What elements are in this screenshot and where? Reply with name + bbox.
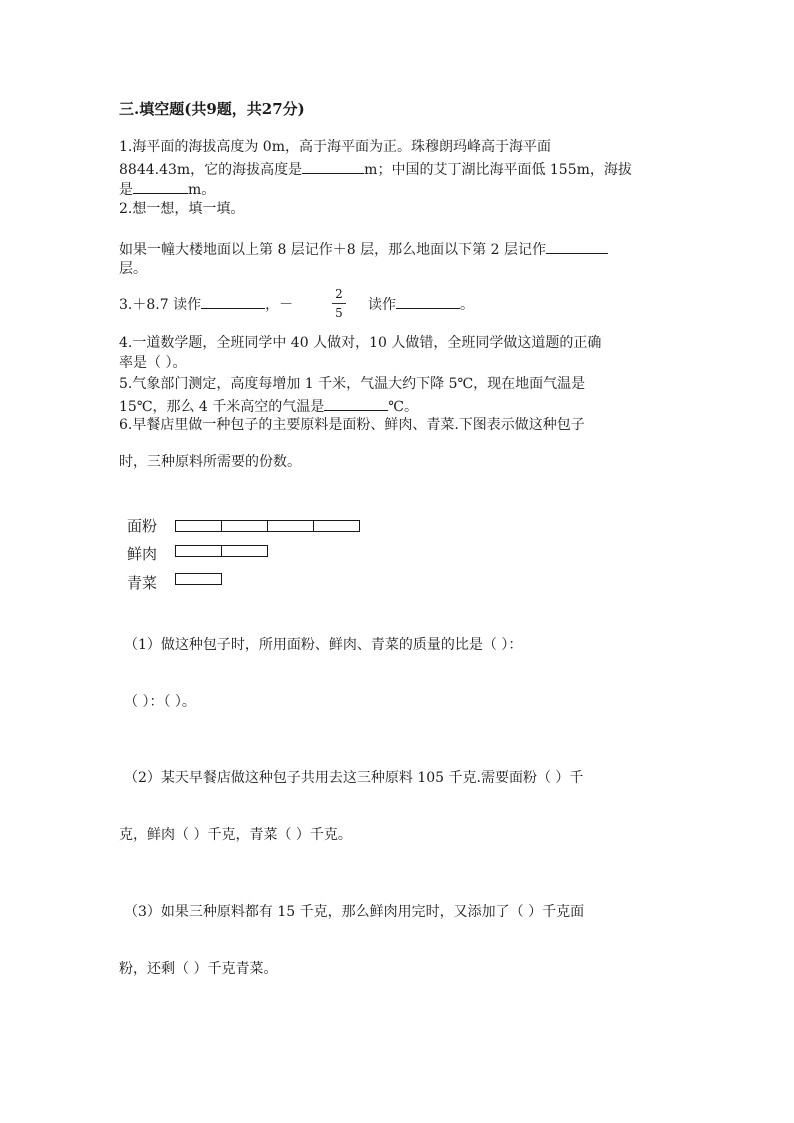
q3-part-b: ，－ — [265, 297, 294, 313]
q2-line2 — [119, 239, 608, 259]
q1-line3-a: 是 — [119, 182, 133, 198]
unit-box — [221, 520, 268, 532]
q2-blank[interactable] — [546, 239, 608, 254]
q3-line — [119, 294, 293, 314]
q1-line2-b: m；中国的艾丁湖比海平面低 155m，海拔 — [364, 162, 632, 178]
q6-sub3-line1: （3）如果三种原料都有 15 千克，那么鲜肉用完时，又添加了（ ）千克面 — [124, 904, 585, 920]
meat-bar — [175, 545, 269, 557]
q3-line-tail — [368, 294, 474, 314]
row-label-vegetable: 青菜 — [127, 574, 158, 592]
q2-line2-a: 如果一幢大楼地面以上第 8 层记作＋8 层，那么地面以下第 2 层记作 — [119, 242, 546, 258]
flour-bar — [175, 520, 361, 532]
q1-line2-a: 8844.43m，它的海拔高度是 — [119, 162, 303, 178]
fraction-numerator: 2 — [335, 287, 343, 301]
unit-box — [175, 573, 222, 585]
q1-line2 — [119, 159, 632, 179]
q6-sub3-line2: 粉，还剩（ ）千克青菜。 — [119, 961, 278, 977]
q3-part-c: 读作 — [368, 297, 396, 313]
fraction-bar — [332, 303, 346, 304]
q3-blank-2[interactable] — [396, 294, 460, 309]
q1-blank-1[interactable] — [302, 159, 364, 174]
q6-line1: 6.早餐店里做一种包子的主要原料是面粉、鲜肉、青菜.下图表示做这种包子 — [119, 417, 585, 433]
q2-line1: 2.想一想，填一填。 — [119, 201, 245, 217]
ingredient-diagram — [127, 515, 387, 595]
unit-box — [267, 520, 314, 532]
section-title: 三.填空题(共9题，共27分) — [119, 100, 305, 118]
q5-line2 — [119, 396, 418, 416]
q5-line1: 5.气象部门测定，高度每增加 1 千米，气温大约下降 5℃，现在地面气温是 — [119, 376, 586, 392]
q5-line2-b: ℃。 — [388, 399, 418, 415]
q1-line3 — [119, 179, 215, 199]
q3-part-a: 3.＋8.7 读作 — [119, 297, 202, 313]
row-label-flour: 面粉 — [127, 517, 158, 535]
q1-line1: 1.海平面的海拔高度为 0m，高于海平面为正。珠穆朗玛峰高于海平面 — [119, 139, 551, 155]
q6-sub2-line1: （2）某天早餐店做这种包子共用去这三种原料 105 千克.需要面粉（ ）千 — [124, 770, 584, 786]
q1-blank-2[interactable] — [133, 179, 188, 194]
q1-line3-b: m。 — [188, 182, 216, 198]
unit-box — [175, 545, 222, 557]
q4-line2: 率是（ ）。 — [119, 355, 187, 371]
q6-line2: 时，三种原料所需要的份数。 — [119, 454, 301, 470]
row-label-meat: 鲜肉 — [127, 545, 158, 563]
q6-sub1-line2: （ ）：（ ）。 — [124, 694, 196, 710]
unit-box — [221, 545, 268, 557]
q6-sub2-line2: 克，鲜肉（ ）千克，青菜（ ）千克。 — [119, 827, 352, 843]
unit-box — [175, 520, 222, 532]
q4-line1: 4.一道数学题，全班同学中 40 人做对，10 人做错，全班同学做这道题的正确 — [119, 335, 602, 351]
q5-line2-a: 15℃，那么 4 千米高空的气温是 — [119, 399, 325, 415]
q5-blank[interactable] — [324, 396, 388, 411]
unit-box — [313, 520, 360, 532]
q6-sub1-line1: （1）做这种包子时，所用面粉、鲜肉、青菜的质量的比是（ ）： — [124, 637, 523, 653]
q3-part-d: 。 — [460, 297, 474, 313]
vegetable-bar — [175, 573, 223, 585]
q3-blank-1[interactable] — [201, 294, 265, 309]
q2-line3: 层。 — [119, 261, 147, 277]
fraction-denominator: 5 — [335, 306, 343, 320]
